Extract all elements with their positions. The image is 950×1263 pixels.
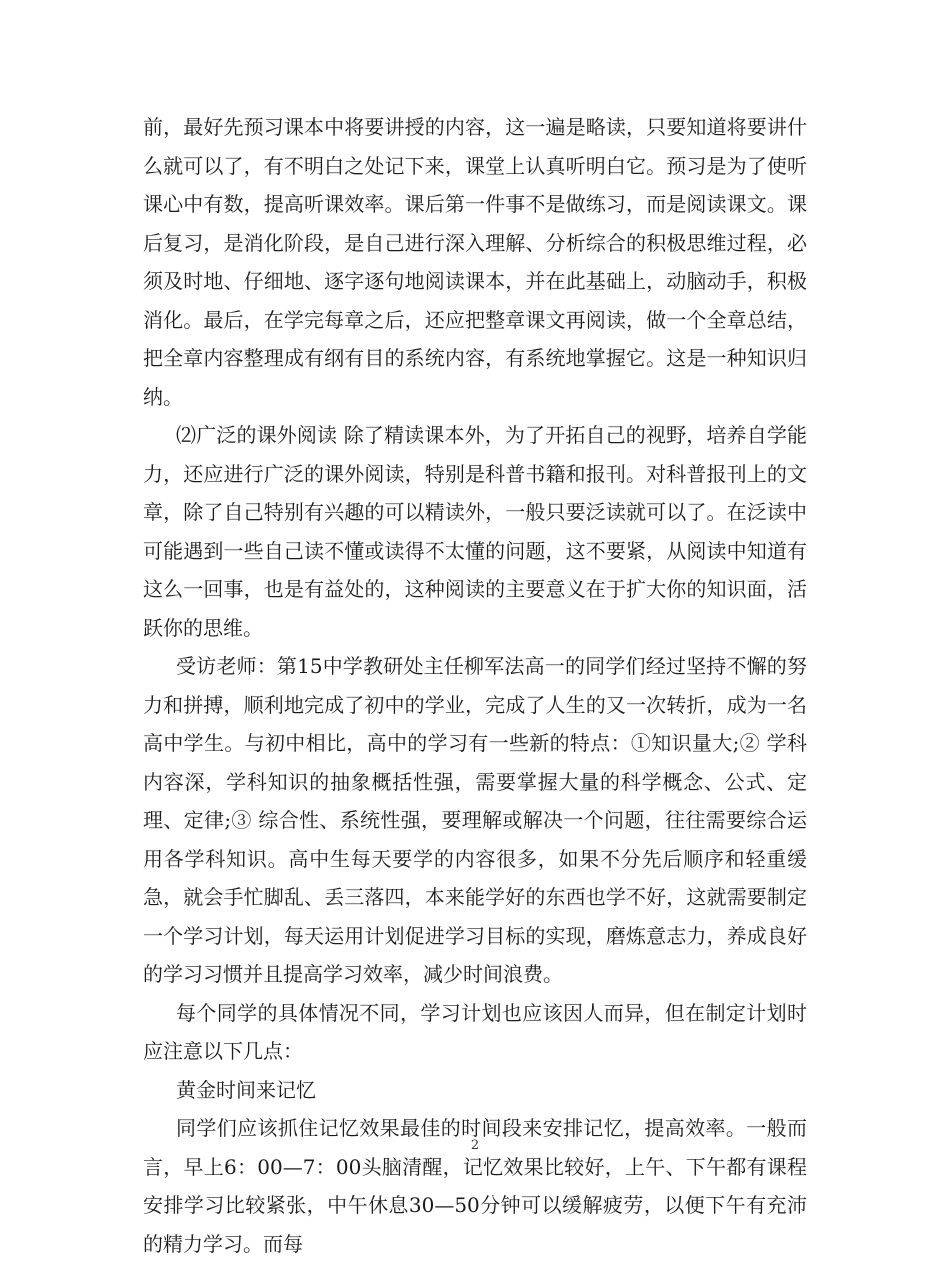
section-heading-golden-time: 黄金时间来记忆 (176, 1077, 316, 1102)
paragraph-interviewed-teacher: 受访老师：第15中学教研处主任柳军法高一的同学们经过坚持不懈的努力和拼搏，顺利地完成了初中的学业，完成了人生的又一次转折，成为一名高中学生。与初中相比，高中的学习有一些新的特点：①知识量大;② 学科内容深，学科知识的抽象概括性强，需要掌握大量的科学概念、公式、定理、定律;③ 综合性、系统性强，要理解或解决一个问题，往往需要综合运用各学科知识。高中生每天要学的内容很多，如果不分先后顺序和轻重缓急，就会手忙脚乱、丢三落四，本来能学好的东西也学不好，这就需要制定一个学习计划，每天运用计划促进学习目标的实现，磨炼意志力，养成良好的学习习惯并且提高学习效率，减少时间浪费。 (143, 654, 807, 986)
paragraph-study-plan-points: 每个同学的具体情况不同，学习计划也应该因人而异，但在制定计划时应注意以下几点： (143, 1000, 807, 1063)
page-number: 2 (470, 1138, 480, 1153)
paragraph-extracurricular-reading: ⑵广泛的课外阅读 除了精读课本外，为了开拓自己的视野，培养自学能力，还应进行广泛的课外阅读，特别是科普书籍和报刊。对科普报刊上的文章，除了自己特别有兴趣的可以精读外，一般只要泛读就可以了。在泛读中可能遇到一些自己读不懂或读得不太懂的问题，这不要紧，从阅读中知道有这么一回事，也是有益处的，这种阅读的主要意义在于扩大你的知识面，活跃你的思维。 (143, 423, 807, 640)
document-body (143, 108, 807, 1263)
paragraph-memory-time: 同学们应该抓住记忆效果最佳的时间段来安排记忆，提高效率。一般而言，早上6：00—7：00头脑清醒，记忆效果比较好，上午、下午都有课程安排学习比较紧张，中午休息30—50分钟可以缓解疲劳，以便下午有充沛的精力学习。而每 (143, 1116, 807, 1256)
paragraph-preview-reading: 前，最好先预习课本中将要讲授的内容，这一遍是略读，只要知道将要讲什么就可以了，有不明白之处记下来，课堂上认真听明白它。预习是为了使听课心中有数，提高听课效率。课后第一件事不是做练习，而是阅读课文。课后复习，是消化阶段，是自己进行深入理解、分析综合的积极思维过程，必须及时地、仔细地、逐字逐句地阅读课本，并在此基础上，动脑动手，积极消化。最后，在学完每章之后，还应把整章课文再阅读，做一个全章总结，把全章内容整理成有纲有目的系统内容，有系统地掌握它。这是一种知识归纳。 (143, 115, 807, 409)
